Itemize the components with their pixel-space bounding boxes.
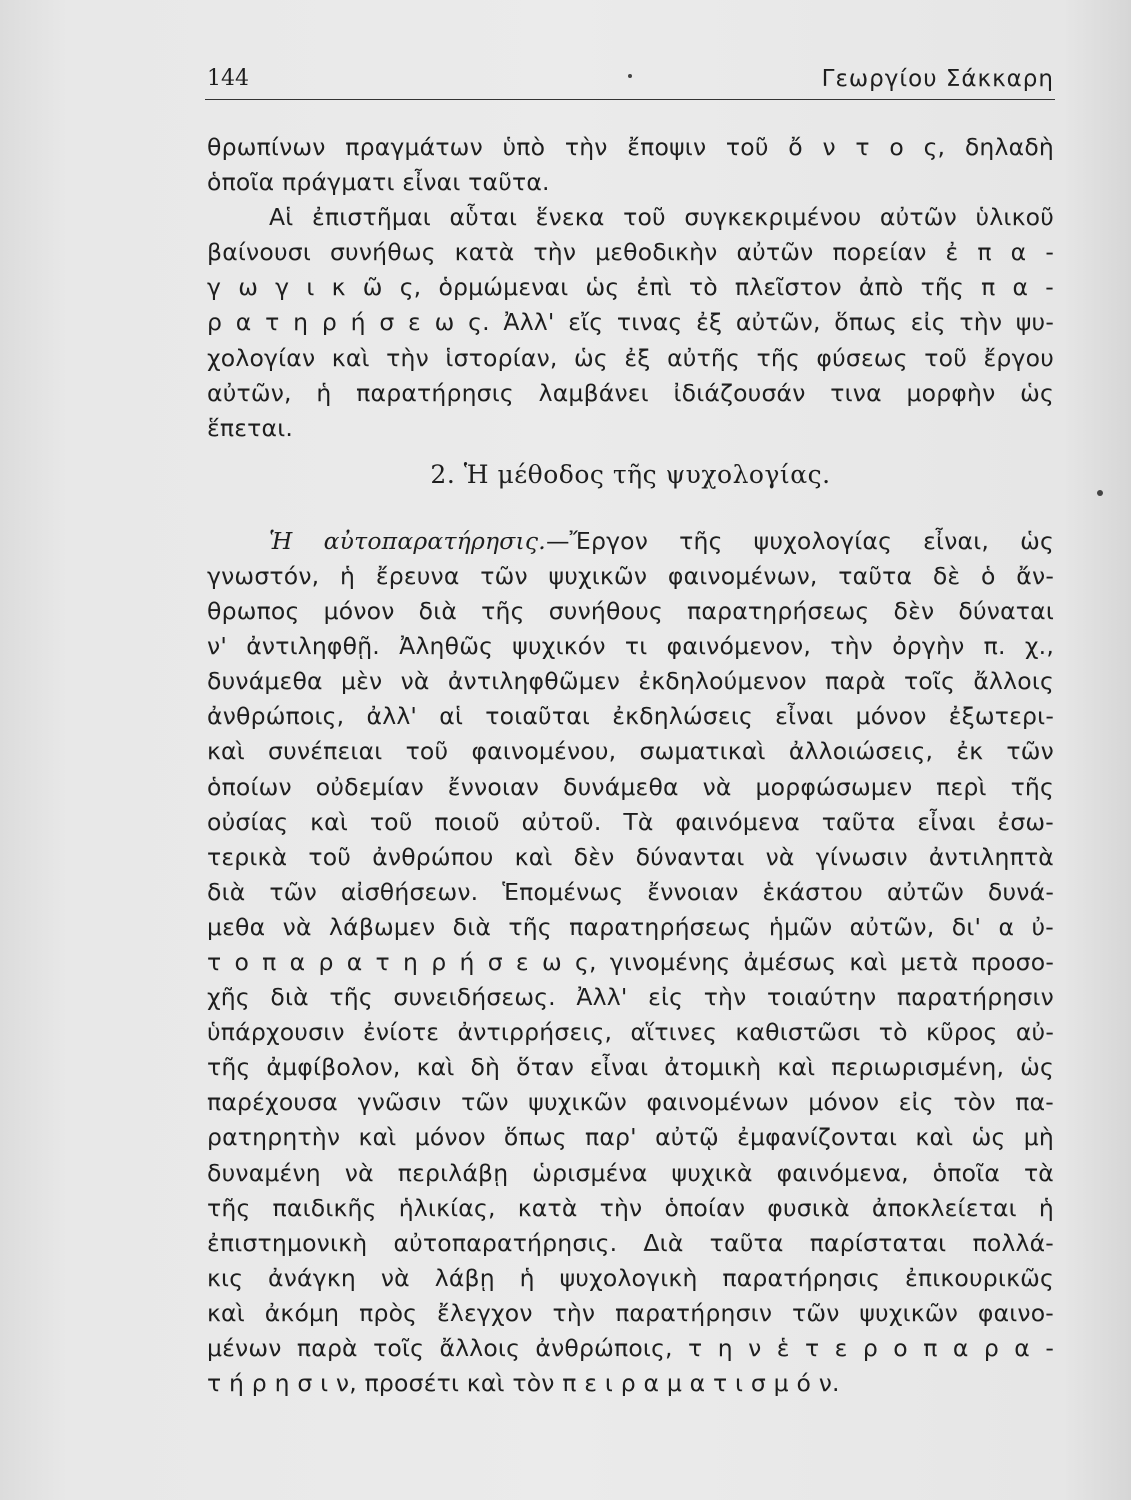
text-line	[207, 524, 1054, 559]
text-line: τῆς παιδικῆς ἡλικίας, κατὰ τὴν ὁποίαν φυσικὰ ἀποκλείεται ἡ	[207, 1193, 1054, 1222]
text-line: ν' ἀντιληφθῇ. Ἀληθῶς ψυχικόν τι φαινόμενον, τὴν ὀργὴν π. χ.,	[207, 632, 1054, 661]
text-line: θρωπίνων πραγμάτων ὑπὸ τὴν ἔποψιν τοῦ ὄ ν τ ο ς, δηλαδὴ	[207, 133, 1054, 161]
text-line: δυναμένη νὰ περιλάβῃ ὡρισμένα ψυχικὰ φαινόμενα, ὁποῖα τὰ	[207, 1158, 1054, 1187]
text-line: ἐπιστημονικὴ αὐτοπαρατήρησις. Διὰ ταῦτα παρίσταται πολλά-	[207, 1228, 1054, 1257]
text-line: παρέχουσα γνῶσιν τῶν ψυχικῶν φαινομένων μόνον εἰς τὸν πα-	[207, 1088, 1054, 1117]
text-line: καὶ συνέπειαι τοῦ φαινομένου, σωματικαὶ ἀλλοιώσεις, ἐκ τῶν	[207, 737, 1054, 766]
text-line: ὁποῖα πράγματι εἶναι ταῦτα.	[207, 168, 550, 197]
text-line: Αἱ ἐπιστῆμαι αὗται ἕνεκα τοῦ συγκεκριμένου αὐτῶν ὑλικοῦ	[269, 203, 1054, 232]
text-line: κις ἀνάγκη νὰ λάβῃ ἡ ψυχολογικὴ παρατήρησις ἐπικουρικῶς	[207, 1263, 1054, 1292]
paragraph	[207, 200, 1054, 446]
text-line: ἕπεται.	[207, 413, 294, 442]
text-line: ὑπάρχουσιν ἐνίοτε ἀντιρρήσεις, αἵτινες καθιστῶσι τὸ κῦρος αὐ-	[207, 1018, 1054, 1047]
text-line: μένων παρὰ τοῖς ἄλλοις ἀνθρώποις, τ η ν ἑ τ ε ρ ο π α ρ α -	[207, 1334, 1054, 1362]
text-line: τ ή ρ η σ ι ν, προσέτι καὶ τὸν π ε ι ρ α μ α τ ι σ μ ό ν.	[207, 1369, 840, 1398]
running-title: Γεωργίου Σάκκαρη	[821, 66, 1054, 92]
text-line: δυνάμεθα μὲν νὰ ἀντιληφθῶμεν ἐκδηλούμενον παρὰ τοῖς ἄλλοις	[207, 667, 1054, 696]
text-line: καὶ ἀκόμη πρὸς ἔλεγχον τὴν παρατήρησιν τῶν ψυχικῶν φαινο-	[207, 1298, 1054, 1327]
text-line: γ ω γ ι κ ῶ ς, ὁρμώμεναι ὡς ἐπὶ τὸ πλεῖστον ἀπὸ τῆς π α -	[207, 273, 1054, 302]
text-line: χολογίαν καὶ τὴν ἱστορίαν, ὡς ἐξ αὐτῆς τῆς φύσεως τοῦ ἔργου	[207, 343, 1054, 372]
section-heading: 2. Ἡ μέθοδος τῆς ψυχολογίας.	[430, 459, 831, 489]
text-line: ρατηρητὴν καὶ μόνον ὅπως παρ' αὐτῷ ἐμφανίζονται καὶ ὡς μὴ	[207, 1123, 1054, 1152]
text-line: ρ α τ η ρ ή σ ε ω ς. Ἀλλ' εἴς τινας ἐξ αὐτῶν, ὅπως εἰς τὴν ψυ-	[207, 308, 1054, 337]
text-line: τ ο π α ρ α τ η ρ ή σ ε ω ς, γινομένης ἀμέσως καὶ μετὰ προσο-	[207, 947, 1054, 976]
text-line: τερικὰ τοῦ ἀνθρώπου καὶ δὲν δύνανται νὰ γίνωσιν ἀντιληπτὰ	[207, 842, 1054, 871]
body-text	[207, 130, 1054, 1401]
text-line: ἀνθρώποις, ἀλλ' αἱ τοιαῦται ἐκδηλώσεις εἶναι μόνον ἐξωτερι-	[207, 702, 1054, 731]
running-head	[207, 66, 1054, 96]
scan-speck	[1097, 490, 1103, 496]
page-number: 144	[207, 66, 249, 91]
first-line-rest: —Ἔργον τῆς ψυχολογίας εἶναι, ὡς	[545, 526, 1054, 555]
text-line: θρωπος μόνον διὰ τῆς συνήθους παρατηρήσεως δὲν δύναται	[207, 597, 1054, 626]
paragraph	[207, 130, 1054, 200]
text-line: μεθα νὰ λάβωμεν διὰ τῆς παρατηρήσεως ἡμῶν αὐτῶν, δι' α ὐ-	[207, 912, 1054, 941]
text-line: αὐτῶν, ἡ παρατήρησις λαμβάνει ἰδιάζουσάν τινα μορφὴν ὡς	[207, 378, 1054, 407]
text-line: τῆς ἀμφίβολον, καὶ δὴ ὅταν εἶναι ἀτομικὴ καὶ περιωρισμένη, ὡς	[207, 1053, 1054, 1082]
heading-spacer	[207, 516, 1054, 524]
text-line: διὰ τῶν αἰσθήσεων. Ἑπομένως ἔννοιαν ἑκάστου αὐτῶν δυνά-	[207, 877, 1054, 906]
text-line: ὁποίων οὐδεμίαν ἔννοιαν δυνάμεθα νὰ μορφώσωμεν περὶ τῆς	[207, 772, 1054, 801]
header-rule	[205, 99, 1055, 100]
text-line: βαίνουσι συνήθως κατὰ τὴν μεθοδικὴν αὐτῶν πορείαν ἐ π α -	[207, 238, 1054, 267]
text-line: οὐσίας καὶ τοῦ ποιοῦ αὐτοῦ. Τὰ φαινόμενα ταῦτα εἶναι ἐσω-	[207, 807, 1054, 836]
text-line: γνωστόν, ἡ ἔρευνα τῶν ψυχικῶν φαινομένων, ταῦτα δὲ ὁ ἄν-	[207, 561, 1054, 590]
text-line: χῆς διὰ τῆς συνειδήσεως. Ἀλλ' εἰς τὴν τοιαύτην παρατήρησιν	[207, 983, 1054, 1012]
paragraph	[207, 524, 1054, 1401]
run-in-title: Ἡ αὐτοπαρατήρησις.	[269, 526, 546, 555]
